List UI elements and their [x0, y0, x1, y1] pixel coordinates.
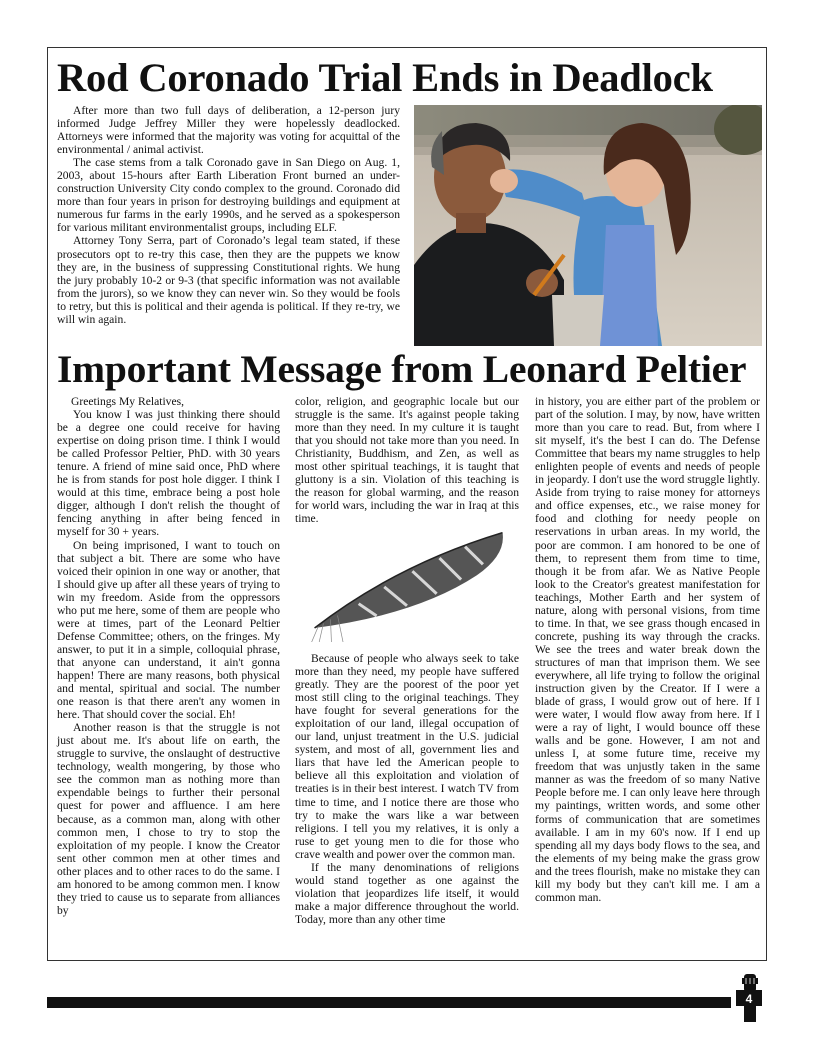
article-body-coronado — [57, 104, 400, 326]
article-column-2-top — [295, 395, 519, 525]
paragraph: color, religion, and geographic locale but our struggle is the same. It's against people taking more than they need. In my culture it is taught that you should not take more than you need. In Christianity, Buddhism, and Zen, as well as most other spiritual teachings, it is taught that gluttony is a sin. Violation of this teaching is the reason for global warming, and the reason for world wars, including the war in Iraq at this time. — [295, 395, 519, 526]
article-title-peltier: Important Message from Leonard Peltier — [57, 347, 747, 391]
paragraph: After more than two full days of deliberation, a 12-person jury informed Judge Jeffrey Miller they were hopelessly deadlocked. Attorneys were informed that the majority was voting for acquittal of the environmental / animal activist. — [57, 104, 400, 157]
paragraph: Attorney Tony Serra, part of Coronado’s legal team stated, if these prosecutors opt to re-try this case, then they are the puppets we know they are, in the business of suppressing Constitutional rights. We hung the jury probably 10-2 or 9-3 (that specific information was not available from the jurors), so we know they can never win. So they would be fools to retry, but this is political and their agenda is political. If they re-try, we will win again. — [57, 234, 400, 326]
article-column-1 — [57, 395, 280, 917]
paragraph: The case stems from a talk Coronado gave in San Diego on Aug. 1, 2003, about 15-hours after Earth Liberation Front burned an under-construction University City condo complex to the ground. Coronado did more than four years in prison for destroying buildings and equipment at numerous fur farms in the early 1990s, and he served as a spokesperson for various militant environmentalist groups, including ELF. — [57, 156, 400, 235]
footer-rule — [47, 997, 731, 1008]
article-column-2-bottom — [295, 652, 519, 926]
article-title-coronado: Rod Coronado Trial Ends in Deadlock — [57, 55, 713, 100]
paragraph: If the many denominations of religions would stand together as one against the violation that jeopardizes life itself, it would make a major difference throughout the world. Today, more than any other time — [295, 860, 519, 926]
feather-illustration — [296, 532, 520, 642]
paragraph: Another reason is that the struggle is not just about me. It's about life on earth, the struggle to survive, the onslaught of destructive technology, wealth mongering, by those who see the common man as nothing more than expendable beings to further their personal quest for power and affluence. I am here because, as a common man, along with other common men, I chose to try to stop the exploitation of my people. I know the Creator sent other common men at other times and other places and to other races to do the same. I am honored to be among common men. I know they tried to cause us to separate from alliances by — [57, 721, 280, 917]
paragraph: You know I was just thinking there should be a degree one could receive for having expertise on doing prison time. I think I would be called Professor Peltier, PhD. with 30 years tenure. A friend of mine said once, PhD where he is from stands for post hole digger. I think I would at this time, embrace being a post hole digger, although I don't relish the thought of fencing anything in after being fenced in myself for 30 + years. — [57, 408, 280, 539]
page-number: 4 — [745, 992, 753, 1006]
paragraph: Greetings My Relatives, — [71, 395, 185, 408]
paragraph: Because of people who always seek to take more than they need, my people have suffered greatly. They are the poorest of the poor yet most still cling to the original teachings. They have fought for several generations for the exploitation of our land, illegal occupation of our land, unjust treatment in the U.S. judicial system, and most of all, government lies and liars that have led the American people to believe all this exploitation and violation of treaties is in their best interest. I watch TV from time to time, and I notice there are those who try to make the wars like a war between religions. I tell you my relatives, it is only a ruse to get young men to die for those who crave wealth and power over the common man. — [295, 652, 519, 861]
paragraph: in history, you are either part of the problem or part of the solution. I may, by now, have written more than you care to read. But, from where I sit myself, it's the best I can do. The Defense Committee that bears my name struggles to help enlighten people of events and needs of people in jeopardy. I don't use the word struggle lightly. Aside from trying to raise money for attorneys and office expenses, etc., we raise money for food and clothing for needy people on reservations in urban areas. In my world, the poor are common. I am honored to be one of them, to represent them from time to time, though it be from afar. We as Native People look to the Creator's greatest manifestation for teachings, Mother Earth and her system of nature, along with personal visions, from time to time. In that, we see grass though encased in concrete, pushing its way through the cracks. We see the trees and water break down the structures of man that imprison them. We see everywhere, all life trying to follow the original instruction given by the Creator. If I were a blade of grass, I would grow out of here. If I were water, I would flow away from here. If I were a ray of light, I would bounce off these walls and be gone. However, I am not and unless I, at some future time, receive my freedom that was unjustly taken in the same manner as was the freedom of so many Native People before me. I can only leave here through my paintings, written words, and some other forms of communication that are sometimes available. I am in my 60's now. If I end up spending all my days body flows to the sea, and the elements of my being make the grass grow and the trees flourish, make no mistake they can kill my body but they can't kill me. I am a common man. — [535, 395, 760, 904]
article-column-3 — [535, 395, 760, 904]
man-and-girl-photo — [414, 105, 762, 346]
paragraph: On being imprisoned, I want to touch on that subject a bit. There are some who have voiced their opinion in one way or another, that I should give up after all these years of trying to win my freedom. Aside from the oppressors who put me here, some of them are people who were at times, part of the Leonard Peltier Defense Committee; others, on the fringes. My answer, to put it in a simple, colloquial phrase, that anyone can understand, it ain't gonna happen! There are many reasons, both physical and mental, spiritual and social. The number one reason is that there aren't any women in here. That should cover the social. Eh! — [57, 538, 280, 722]
